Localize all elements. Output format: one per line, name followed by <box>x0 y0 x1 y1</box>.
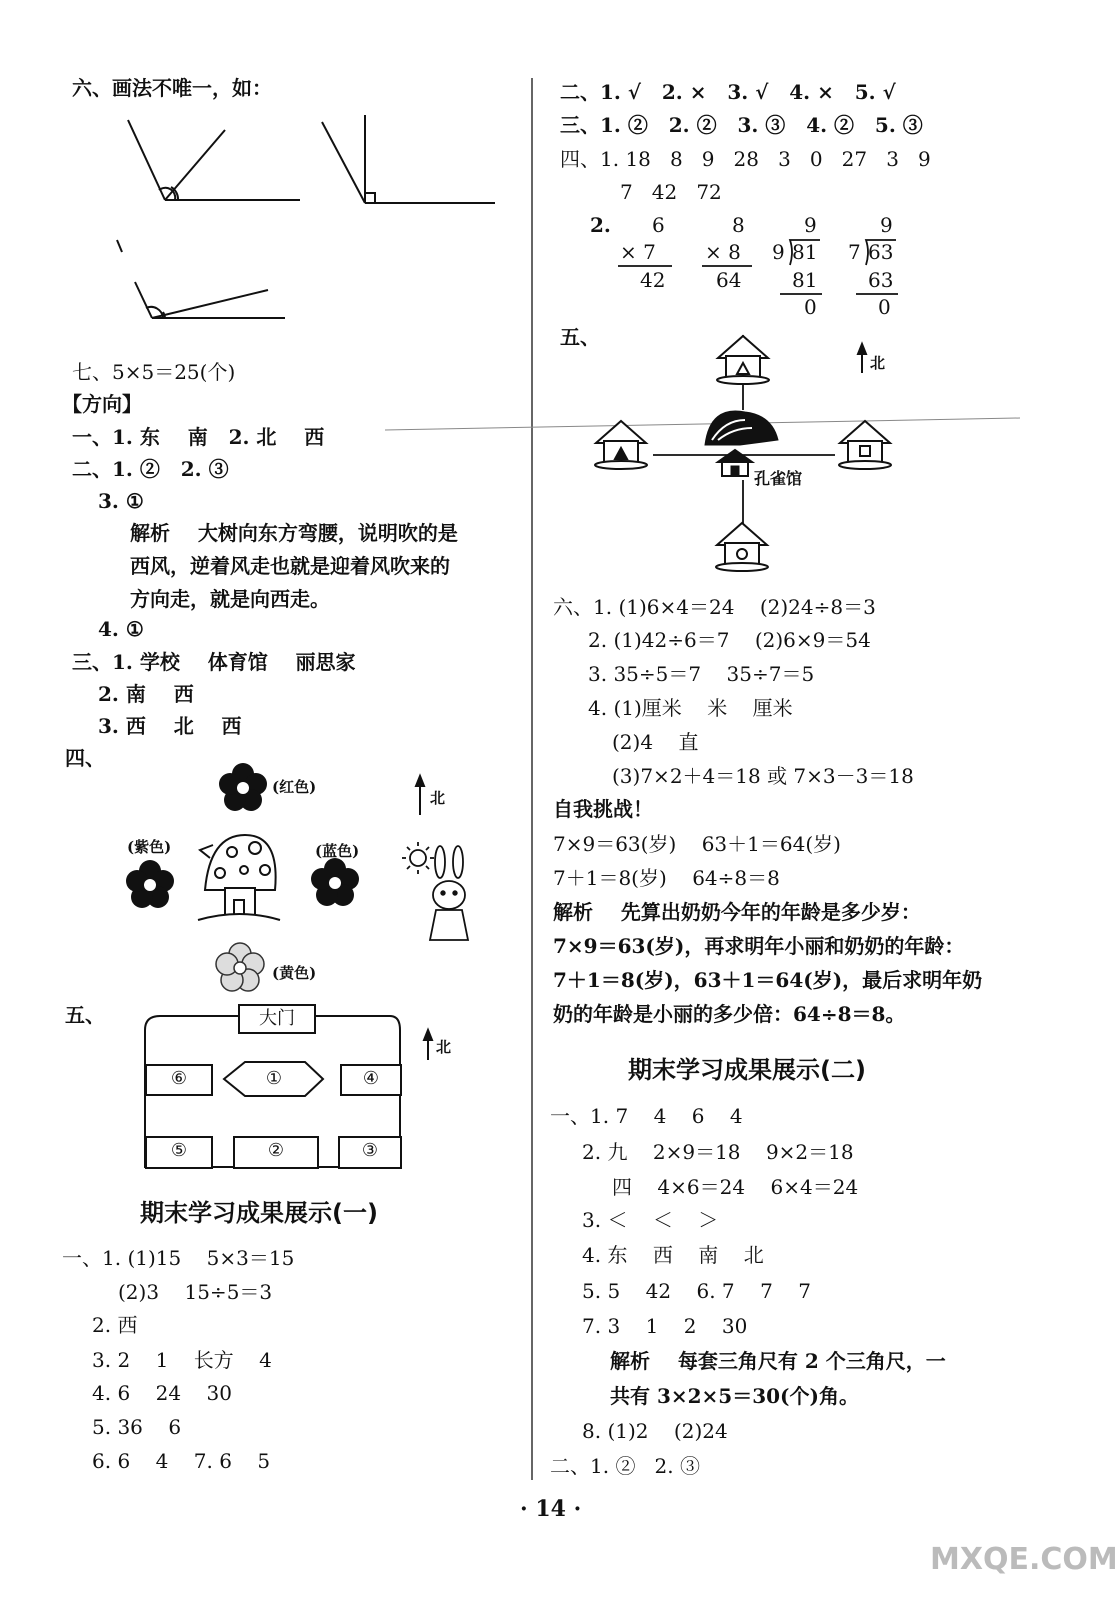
spot-5: ⑤ <box>145 1136 213 1169</box>
calc2-result: 64 <box>716 268 742 292</box>
r-q5: 五、 <box>560 325 600 349</box>
calc3-quotient: 9 <box>804 213 817 237</box>
spot-6: ⑥ <box>145 1064 213 1096</box>
dir-q3: 三、1. 学校 体育馆 丽思家 <box>72 650 356 674</box>
r-q6-4-2: (2)4 直 <box>612 730 699 754</box>
label-blue: (蓝色) <box>315 842 360 860</box>
exam1-q1: 一、1. (1)15 5×3＝15 <box>62 1246 295 1270</box>
exam2-analysis: 解析 每套三角尺有 2 个三角尺，一 <box>610 1349 946 1373</box>
exam1-q2: 2. 西 <box>92 1313 138 1337</box>
label-yellow: (黄色) <box>272 964 317 982</box>
r-q4-2: 2. <box>590 213 611 237</box>
watermark: MXQE.COM <box>930 1542 1118 1577</box>
r-q2: 二、1. √ 2. × 3. √ 4. × 5. √ <box>560 80 896 104</box>
label-purple: (紫色) <box>127 838 172 856</box>
analysis-line: 解析 大树向东方弯腰，说明吹的是 <box>130 521 458 545</box>
calc4-subtract: 63 <box>868 268 894 292</box>
challenge-analysis: 7×9＝63(岁)，再求明年小丽和奶奶的年龄： <box>553 934 965 958</box>
north-arrow-icon <box>858 344 866 373</box>
self-challenge-title: 自我挑战！ <box>553 797 653 821</box>
dir-q2: 二、1. ② 2. ③ <box>72 457 229 481</box>
r-q6-3: 3. 35÷5＝7 35÷7＝5 <box>588 662 815 686</box>
exam2-q1-2b: 四 4×6＝24 6×4＝24 <box>612 1175 859 1199</box>
r-q3: 三、1. ② 2. ② 3. ③ 4. ② 5. ③ <box>560 113 923 137</box>
calc3-dividend: 81 <box>792 240 818 264</box>
section-heading-1: 期末学习成果展示(一) <box>140 1199 378 1227</box>
calc3-divisor: 9 <box>772 240 785 264</box>
house-triangle-west-icon <box>595 421 647 469</box>
calc1-result: 42 <box>640 268 666 292</box>
unit-title-direction: 【方向】 <box>62 392 142 416</box>
exam2-q1-4: 4. 东 西 南 北 <box>582 1243 764 1267</box>
calc4-divisor: 7 <box>848 240 861 264</box>
calc4-remainder: 0 <box>878 295 891 319</box>
house-triangle-north-icon <box>717 336 769 384</box>
r-q4-cont: 7 42 72 <box>620 180 722 204</box>
north-label: 北 <box>870 354 886 372</box>
exam1-q1-2: (2)3 15÷5＝3 <box>118 1280 273 1304</box>
dir-q2-4: 4. ① <box>98 617 144 641</box>
spot-4: ④ <box>340 1064 402 1096</box>
r-q6-2: 2. (1)42÷6＝7 (2)6×9＝54 <box>588 628 871 652</box>
house-square-east-icon <box>839 421 891 469</box>
calc3-remainder: 0 <box>804 295 817 319</box>
analysis-line: 西风，逆着风走也就是迎着风吹来的 <box>130 554 450 578</box>
spot-2: ② <box>233 1136 319 1169</box>
dir-q2-3: 3. ① <box>98 489 144 513</box>
spot-3: ③ <box>338 1136 402 1169</box>
north-label: 北 <box>430 789 446 807</box>
exam1-q5: 5. 36 6 <box>92 1415 182 1439</box>
house-circle-south-icon <box>716 523 768 571</box>
r-q4: 四、1. 18 8 9 28 3 0 27 3 9 <box>560 147 931 171</box>
section-7-line: 七、5×5＝25(个) <box>72 360 236 384</box>
challenge-line: 7×9＝63(岁) 63＋1＝64(岁) <box>553 832 841 856</box>
dir-q3-3: 3. 西 北 西 <box>98 714 242 738</box>
exam1-q6: 6. 6 4 7. 6 5 <box>92 1449 271 1473</box>
calc2-mul: × 8 <box>705 240 741 264</box>
challenge-line: 7＋1＝8(岁) 64÷8＝8 <box>553 866 780 890</box>
dir-q1: 一、1. 东 南 2. 北 西 <box>72 425 325 449</box>
exam2-q1-7: 7. 3 1 2 30 <box>582 1314 748 1338</box>
exam2-q1: 一、1. 7 4 6 4 <box>550 1104 743 1128</box>
dir-q5: 五、 <box>65 1003 105 1027</box>
challenge-analysis: 解析 先算出奶奶今年的年龄是多少岁： <box>553 900 921 924</box>
exam1-q3: 3. 2 1 长方 4 <box>92 1348 272 1372</box>
challenge-analysis: 奶的年龄是小丽的多少倍：64÷8＝8。 <box>553 1002 906 1026</box>
dir-q3-2: 2. 南 西 <box>98 682 194 706</box>
gate-box: 大门 <box>238 1004 316 1034</box>
analysis-line: 方向走，就是向西走。 <box>130 587 330 611</box>
r-q6-1: 六、1. (1)6×4＝24 (2)24÷8＝3 <box>553 595 876 619</box>
exam2-q1-3: 3. ＜ ＜ ＞ <box>582 1208 719 1232</box>
north-label: 北 <box>436 1038 452 1056</box>
section-heading-2: 期末学习成果展示(二) <box>628 1056 866 1084</box>
label-red: (红色) <box>272 778 317 796</box>
calc1-top: 6 <box>652 213 665 237</box>
exam2-q1-2: 2. 九 2×9＝18 9×2＝18 <box>582 1140 854 1164</box>
peacock-hall-label: 孔雀馆 <box>754 469 803 488</box>
exam2-q2: 二、1. ② 2. ③ <box>550 1454 700 1478</box>
page-number: · 14 · <box>520 1496 582 1522</box>
calc4-dividend: 63 <box>868 240 894 264</box>
calc3-subtract: 81 <box>792 268 818 292</box>
calc4-quotient: 9 <box>880 213 893 237</box>
section-6-header: 六、画法不唯一，如： <box>72 76 272 100</box>
exam2-q1-5: 5. 5 42 6. 7 7 7 <box>582 1279 811 1303</box>
dir-q4: 四、 <box>65 746 105 770</box>
calc1-mul: × 7 <box>620 240 656 264</box>
exam2-analysis: 共有 3×2×5＝30(个)角。 <box>610 1384 859 1408</box>
r-q6-4: 4. (1)厘米 米 厘米 <box>588 696 793 720</box>
calc2-top: 8 <box>732 213 745 237</box>
exam1-q4: 4. 6 24 30 <box>92 1381 232 1405</box>
spot-1: ① <box>265 1068 283 1089</box>
r-q6-4-3: (3)7×2＋4＝18 或 7×3－3＝18 <box>612 764 914 788</box>
exam2-q1-8: 8. (1)2 (2)24 <box>582 1419 728 1443</box>
challenge-analysis: 7＋1＝8(岁)，63＋1＝64(岁)，最后求明年奶 <box>553 968 983 992</box>
